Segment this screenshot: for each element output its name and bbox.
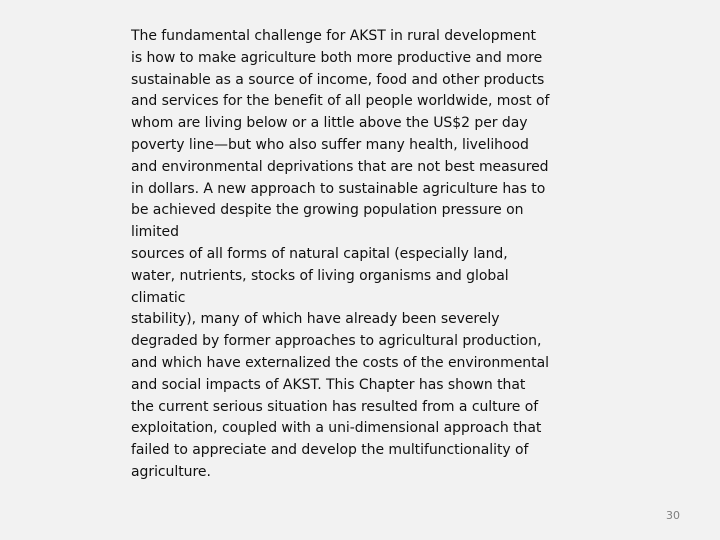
text-line: failed to appreciate and develop the multifunctionality of [131, 442, 529, 459]
text-line: be achieved despite the growing population pressure on [131, 202, 524, 219]
text-line: climatic [131, 289, 186, 306]
text-line: degraded by former approaches to agricultural production, [131, 333, 542, 350]
text-line: The fundamental challenge for AKST in rural development [131, 28, 536, 44]
text-line: in dollars. A new approach to sustainable agriculture has to [131, 180, 546, 197]
page-number: 30 [666, 509, 680, 522]
text-line: the current serious situation has resulted from a culture of [131, 398, 539, 415]
text-line: sustainable as a source of income, food and other products [131, 71, 545, 88]
text-line: poverty line—but who also suffer many health, livelihood [131, 136, 529, 153]
text-line: stability), many of which have already been severely [131, 311, 500, 328]
text-line: whom are living below or a little above the US$2 per day [131, 115, 528, 132]
text-line: and environmental deprivations that are not best measured [131, 158, 549, 175]
text-line: limited [131, 224, 179, 241]
body-text [131, 26, 591, 484]
text-line: and which have externalized the costs of the environmental [131, 354, 549, 371]
text-line: exploitation, coupled with a uni-dimensional approach that [131, 420, 542, 437]
text-line: sources of all forms of natural capital (especially land, [131, 245, 508, 262]
text-line: agriculture. [131, 463, 211, 480]
text-line: and services for the benefit of all people worldwide, most of [131, 93, 550, 110]
text-line: is how to make agriculture both more productive and more [131, 49, 543, 66]
text-line: and social impacts of AKST. This Chapter has shown that [131, 376, 526, 393]
text-line: water, nutrients, stocks of living organisms and global [131, 267, 509, 284]
